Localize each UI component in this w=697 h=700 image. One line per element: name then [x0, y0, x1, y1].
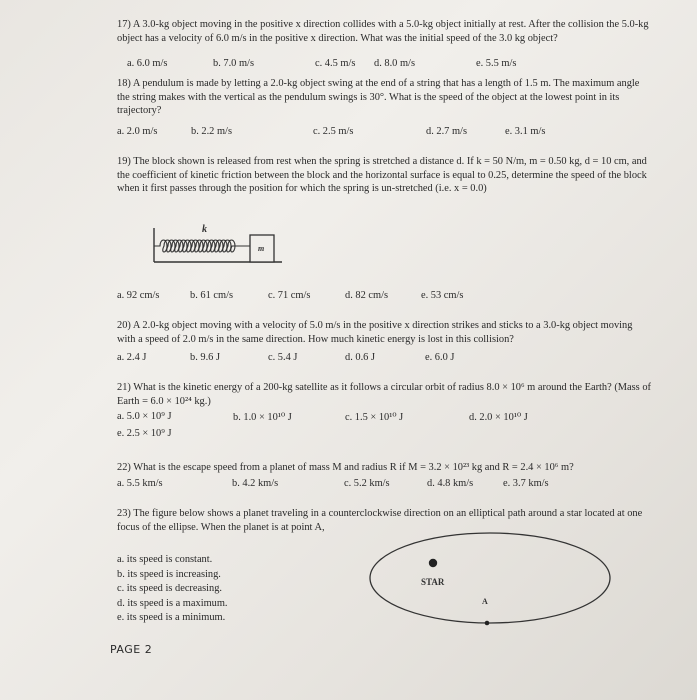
q17-option-c: c. 4.5 m/s	[315, 58, 356, 69]
spring-coil	[154, 240, 250, 252]
star-dot	[429, 559, 437, 567]
spring-block-diagram	[150, 222, 290, 272]
question-21-stem: 21) What is the kinetic energy of a 200-kg satellite as it follows a circular orbit of radius 8.0 × 10⁶ m around the Earth? (Mass of Earth = 6.0 × 10²⁴ kg.)	[117, 382, 651, 407]
question-22-stem: 22) What is the escape speed from a planet of mass M and radius R if M = 3.2 × 10²³ kg and R = 2.4 × 10⁶ m?	[117, 462, 574, 473]
spring-label: k	[202, 224, 207, 235]
q23-option-b: b. its speed is increasing.	[117, 568, 221, 580]
q19-option-b: b. 61 cm/s	[190, 290, 234, 301]
q19-option-c: c. 71 cm/s	[268, 290, 311, 301]
q20-option-d: d. 0.6 J	[345, 352, 376, 363]
question-23-options	[117, 553, 228, 626]
q22-option-e: e. 3.7 km/s	[503, 478, 549, 489]
q18-option-b: b. 2.2 m/s	[191, 126, 232, 137]
question-19-stem: 19) The block shown is released from rest when the spring is stretched a distance d. If k = 50 N/m, m = 0.50 kg, d = 10 cm, and the coefficient of kinetic friction between the block and the horizontal surface is equal to 0.25, determine the speed of the block when it first passes through the position for which the spring is un-stretched (i.e. x = 0.0)	[117, 156, 647, 194]
question-19	[117, 155, 652, 196]
q23-option-c: c. its speed is decreasing.	[117, 583, 223, 594]
q18-option-d: d. 2.7 m/s	[426, 126, 467, 137]
q21-option-b: b. 1.0 × 10¹⁰ J	[233, 412, 292, 423]
question-17-stem: 17) A 3.0-kg object moving in the positive x direction collides with a 5.0-kg object initially at rest. After the collision the 5.0-kg object has a velocity of 6.0 m/s in the positive x direction. What was the initial speed of the 3.0 kg object?	[117, 19, 649, 44]
block-label: m	[258, 244, 265, 253]
q22-option-b: b. 4.2 km/s	[232, 478, 279, 489]
q17-option-e: e. 5.5 m/s	[476, 58, 517, 69]
q19-option-e: e. 53 cm/s	[421, 290, 464, 301]
question-20	[117, 319, 652, 346]
question-18	[117, 77, 652, 118]
star-label: STAR	[421, 577, 445, 587]
q18-option-e: e. 3.1 m/s	[505, 126, 546, 137]
question-21	[117, 381, 652, 408]
point-a-label: A	[482, 597, 488, 606]
q17-option-b: b. 7.0 m/s	[213, 58, 254, 69]
q23-option-a: a. its speed is constant.	[117, 554, 213, 565]
q23-option-d: d. its speed is a maximum.	[117, 597, 228, 609]
q20-option-c: c. 5.4 J	[268, 352, 298, 363]
question-22	[117, 461, 652, 475]
q23-option-e: e. its speed is a minimum.	[117, 612, 226, 623]
q19-option-a: a. 92 cm/s	[117, 290, 160, 301]
orbit-diagram	[365, 528, 625, 628]
question-20-stem: 20) A 2.0-kg object moving with a velocity of 5.0 m/s in the positive x direction strikes and sticks to a 3.0-kg object moving with a speed of 2.0 m/s in the same direction. How much kinetic energy is lost in this collision?	[117, 320, 633, 345]
page-footer: PAGE 2	[110, 643, 153, 656]
question-23-stem: 23) The figure below shows a planet traveling in a counterclockwise direction on an elliptical path around a star located at one focus of the ellipse. When the planet is at point A,	[117, 508, 643, 533]
q22-option-d: d. 4.8 km/s	[427, 478, 474, 489]
q21-option-a: a. 5.0 × 10⁹ J	[117, 411, 172, 422]
q20-option-b: b. 9.6 J	[190, 352, 221, 363]
q17-option-a: a. 6.0 m/s	[127, 58, 168, 69]
q18-option-c: c. 2.5 m/s	[313, 126, 354, 137]
question-17	[117, 18, 652, 45]
q20-option-e: e. 6.0 J	[425, 352, 455, 363]
q21-option-e: e. 2.5 × 10⁹ J	[117, 428, 172, 439]
elliptical-orbit	[370, 533, 610, 623]
q19-option-d: d. 82 cm/s	[345, 290, 389, 301]
q20-option-a: a. 2.4 J	[117, 352, 147, 363]
q18-option-a: a. 2.0 m/s	[117, 126, 158, 137]
q21-option-d: d. 2.0 × 10¹⁰ J	[469, 412, 528, 423]
q22-option-a: a. 5.5 km/s	[117, 478, 163, 489]
point-a-dot	[485, 621, 490, 626]
question-18-stem: 18) A pendulum is made by letting a 2.0-kg object swing at the end of a string that has a length of 1.5 m. The maximum angle the string makes with the vertical as the pendulum swings is 30°. What is the speed of the object at the lowest point in its trajectory?	[117, 78, 640, 116]
q22-option-c: c. 5.2 km/s	[344, 478, 390, 489]
q17-option-d: d. 8.0 m/s	[374, 58, 415, 69]
q21-option-c: c. 1.5 × 10¹⁰ J	[345, 412, 404, 423]
